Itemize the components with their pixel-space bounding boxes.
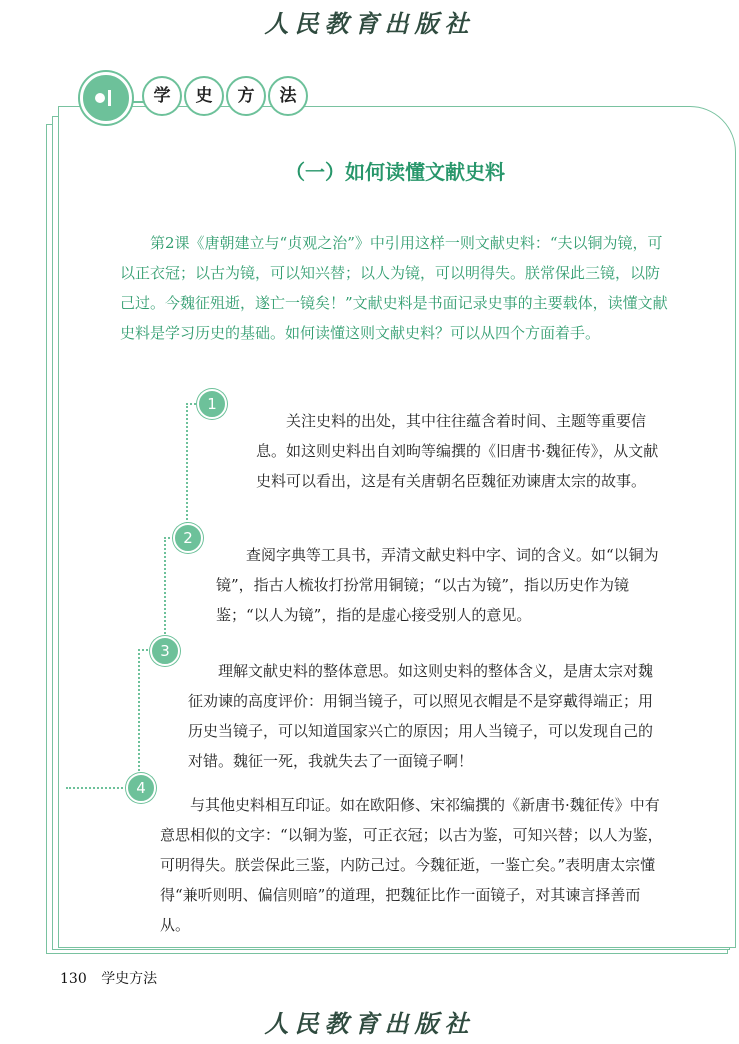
connector-line [186,403,188,536]
section-title: （一）如何读懂文献史料 [285,160,505,184]
header-char: 学 [142,76,182,116]
publisher-logo-bottom: 人民教育出版社 [264,1009,475,1038]
header-char: 法 [268,76,308,116]
footer-section-label: 学史方法 [101,971,158,987]
key-icon [80,72,132,124]
page-number: 130 [60,971,87,987]
step-number-badge: 3 [150,636,180,666]
connector-line [138,649,140,787]
step-text: 与其他史料相互印证。如在欧阳修、宋祁编撰的《新唐书·魏征传》中有意思相似的文字：“以铜为鉴，可正衣冠；以古为鉴，可知兴替；以人为鉴，可明得失。朕尝保此三鉴，内防己过。今魏征逝，一鉴亡矣。”表明唐太宗懂得“兼听则明、偏信则暗”的道理，把魏征比作一面镜子，对其谏言择善而从。 [160,796,663,934]
step-number-badge: 1 [197,389,227,419]
step-text: 理解文献史料的整体意思。如这则史料的整体含义，是唐太宗对魏征劝谏的高度评价：用铜当镜子，可以照见衣帽是不是穿戴得端正；用历史当镜子，可以知道国家兴亡的原因；用人当镜子，可以发现自己的对错。魏征一死，我就失去了一面镜子啊！ [188,662,654,770]
step-text: 关注史料的出处，其中往往蕴含着时间、主题等重要信息。如这则史料出自刘昫等编撰的《旧唐书·魏征传》，从文献史料可以看出，这是有关唐朝名臣魏征劝谏唐太宗的故事。 [256,412,659,490]
intro-paragraph: 第2课《唐朝建立与“贞观之治”》中引用这样一则文献史料：“夫以铜为镜，可以正衣冠；以古为镜，可以知兴替；以人为镜，可以明得失。朕常保此三镜，以防己过。今魏征殂逝，遂亡一镜矣！”文献史料是书面记录史事的主要载体，读懂文献史料是学习历史的基础。如何读懂这则文献史料？可以从四个方面着手。 [120,234,668,342]
step-number-badge: 4 [126,773,156,803]
connector-line [164,537,166,649]
step-text: 查阅字典等工具书，弄清文献史料中字、词的含义。如“以铜为镜”，指古人梳妆打扮常用铜镜；“以古为镜”，指以历史作为镜鉴；“以人为镜”，指的是虚心接受别人的意见。 [216,546,659,624]
step-number-badge: 2 [173,523,203,553]
header-char: 方 [226,76,266,116]
publisher-logo-top: 人民教育出版社 [264,9,475,38]
header-char: 史 [184,76,224,116]
page-footer [60,968,167,988]
